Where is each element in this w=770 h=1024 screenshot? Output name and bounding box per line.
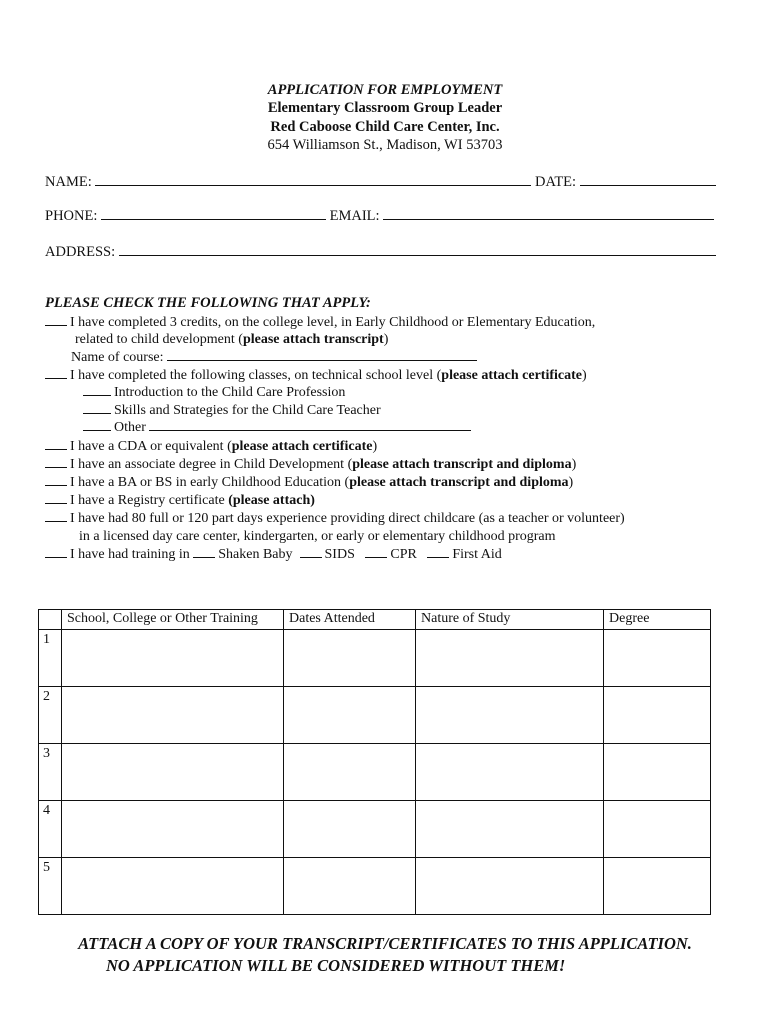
- dates-cell[interactable]: [284, 801, 416, 858]
- checkbox-cpr[interactable]: [365, 546, 387, 558]
- checklist-item-college-credits-cont: related to child development (please attach transcript): [75, 332, 389, 347]
- table-header-nature: Nature of Study: [416, 610, 604, 630]
- footer-line-1: ATTACH A COPY OF YOUR TRANSCRIPT/CERTIFICATES TO THIS APPLICATION.: [78, 934, 692, 953]
- school-cell[interactable]: [62, 801, 284, 858]
- company-address: 654 Williamson St., Madison, WI 53703: [267, 137, 503, 153]
- checkbox-blank[interactable]: [45, 510, 67, 522]
- checklist-item-associate: I have an associate degree in Child Development (please attach transcript and diploma): [45, 456, 576, 474]
- degree-cell[interactable]: [604, 630, 711, 687]
- checkbox-blank[interactable]: [45, 438, 67, 450]
- checklist-item-experience: I have had 80 full or 120 part days experience providing direct childcare (as a teacher or volunteer): [45, 510, 625, 528]
- table-header-row: [39, 610, 711, 630]
- nature-cell[interactable]: [416, 687, 604, 744]
- row-number: 2: [39, 687, 62, 744]
- checklist-item-cda: I have a CDA or equivalent (please attach certificate): [45, 438, 377, 456]
- dates-cell[interactable]: [284, 630, 416, 687]
- position-title: Elementary Classroom Group Leader: [267, 100, 503, 116]
- email-label: EMAIL:: [329, 208, 380, 224]
- nature-cell[interactable]: [416, 744, 604, 801]
- school-cell[interactable]: [62, 687, 284, 744]
- nature-cell[interactable]: [416, 801, 604, 858]
- table-header-number: [39, 610, 62, 630]
- row-number: 4: [39, 801, 62, 858]
- row-number: 5: [39, 858, 62, 915]
- date-field[interactable]: [580, 172, 716, 186]
- dates-cell[interactable]: [284, 744, 416, 801]
- checkbox-blank[interactable]: [83, 419, 111, 431]
- name-label: NAME:: [45, 174, 92, 190]
- checkbox-blank[interactable]: [83, 384, 111, 396]
- checkbox-first-aid[interactable]: [427, 546, 449, 558]
- checklist-item-experience-cont: in a licensed day care center, kindergarten, or early or elementary childhood program: [79, 529, 556, 544]
- nature-cell[interactable]: [416, 630, 604, 687]
- table-row: [39, 687, 711, 744]
- table-header-dates: Dates Attended: [284, 610, 416, 630]
- checkbox-shaken-baby[interactable]: [193, 546, 215, 558]
- table-row: [39, 858, 711, 915]
- date-label: DATE:: [534, 174, 577, 190]
- other-field[interactable]: [149, 419, 471, 431]
- table-row: [39, 630, 711, 687]
- education-table: [38, 609, 711, 915]
- phone-row: [45, 206, 714, 225]
- name-field[interactable]: [95, 172, 531, 186]
- checkbox-blank[interactable]: [45, 367, 67, 379]
- table-row: [39, 744, 711, 801]
- name-row: [45, 172, 716, 191]
- address-label: ADDRESS:: [45, 244, 116, 260]
- course-name-label: Name of course:: [71, 350, 164, 365]
- table-header-school: School, College or Other Training: [62, 610, 284, 630]
- nature-cell[interactable]: [416, 858, 604, 915]
- table-row: [39, 801, 711, 858]
- row-number: 3: [39, 744, 62, 801]
- row-number: 1: [39, 630, 62, 687]
- school-cell[interactable]: [62, 858, 284, 915]
- checkbox-blank[interactable]: [45, 474, 67, 486]
- course-name-field[interactable]: [167, 349, 477, 361]
- degree-cell[interactable]: [604, 744, 711, 801]
- degree-cell[interactable]: [604, 687, 711, 744]
- company-name: Red Caboose Child Care Center, Inc.: [270, 119, 500, 135]
- degree-cell[interactable]: [604, 858, 711, 915]
- checklist-item-technical-classes: I have completed the following classes, on technical school level (please attach certificate): [45, 367, 587, 385]
- email-field[interactable]: [383, 206, 714, 220]
- sub-item-skills: Skills and Strategies for the Child Care Teacher: [83, 402, 381, 420]
- school-cell[interactable]: [62, 744, 284, 801]
- checkbox-blank[interactable]: [45, 456, 67, 468]
- checklist-item-registry: I have a Registry certificate (please attach): [45, 492, 315, 510]
- dates-cell[interactable]: [284, 858, 416, 915]
- checkbox-sids[interactable]: [300, 546, 322, 558]
- phone-label: PHONE:: [45, 208, 98, 224]
- course-name-row: [71, 349, 477, 367]
- checklist-item-ba-bs: I have a BA or BS in early Childhood Education (please attach transcript and diploma): [45, 474, 573, 492]
- degree-cell[interactable]: [604, 801, 711, 858]
- sub-item-other: Other: [83, 419, 471, 437]
- checkbox-blank[interactable]: [45, 546, 67, 558]
- sub-item-intro: Introduction to the Child Care Profession: [83, 384, 345, 402]
- phone-field[interactable]: [101, 206, 326, 220]
- dates-cell[interactable]: [284, 687, 416, 744]
- form-title: APPLICATION FOR EMPLOYMENT: [267, 82, 503, 98]
- table-header-degree: Degree: [604, 610, 711, 630]
- school-cell[interactable]: [62, 630, 284, 687]
- checkbox-blank[interactable]: [45, 492, 67, 504]
- checklist-item-college-credits: I have completed 3 credits, on the college level, in Early Childhood or Elementary Education,: [45, 314, 595, 332]
- address-field[interactable]: [119, 242, 716, 256]
- address-row: [45, 242, 716, 261]
- checklist-title: PLEASE CHECK THE FOLLOWING THAT APPLY:: [45, 295, 371, 311]
- checklist-item-training: I have had training in Shaken Baby SIDS CPR First Aid: [45, 546, 502, 564]
- checkbox-blank[interactable]: [83, 402, 111, 414]
- checkbox-blank[interactable]: [45, 314, 67, 326]
- footer-line-2: NO APPLICATION WILL BE CONSIDERED WITHOUT THEM!: [106, 956, 566, 975]
